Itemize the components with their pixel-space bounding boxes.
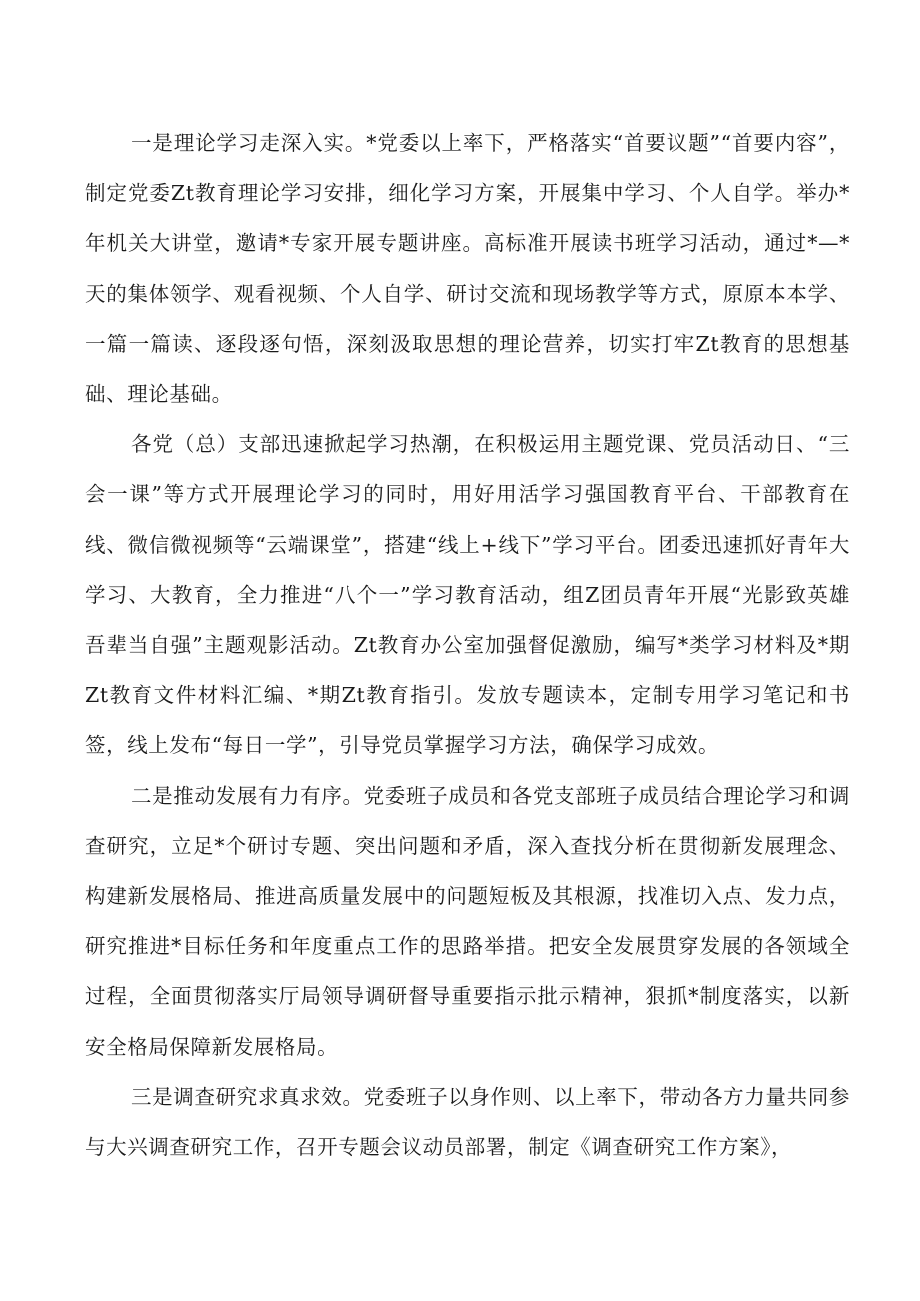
paragraph-branch-study: 各党（总）支部迅速掀起学习热潮，在积极运用主题党课、党员活动日、“三会一课”等方式开展理论学习的同时，用好用活学习强国教育平台、干部教育在线、微信微视频等“云端课堂”，搭建“线上+线下”学习平台。团委迅速抓好青年大学习、大教育，全力推进“八个一”学习教育活动，组Z团员青年开展“光影致英雄吾辈当自强”主题观影活动。Zt教育办公室加强督促激励，编写*类学习材料及*期Zt教育文件材料汇编、*期Zt教育指引。发放专题读本，定制专用学习笔记和书签，线上发布“每日一学”，引导党员掌握学习方法，确保学习成效。: [85, 432, 850, 758]
document-body: [85, 118, 850, 1172]
paragraph-investigation: 三是调查研究求真求效。党委班子以身作则、以上率下，带动各方力量共同参与大兴调查研究工作，召开专题会议动员部署，制定《调查研究工作方案》，: [85, 1084, 850, 1160]
paragraph-development: 二是推动发展有力有序。党委班子成员和各党支部班子成员结合理论学习和调查研究，立足*个研讨专题、突出问题和矛盾，深入查找分析在贯彻新发展理念、构建新发展格局、推进高质量发展中的问题短板及其根源，找准切入点、发力点，研究推进*目标任务和年度重点工作的思路举措。把安全发展贯穿发展的各领域全过程，全面贯彻落实厅局领导调研督导重要指示批示精神，狠抓*制度落实，以新安全格局保障新发展格局。: [85, 783, 850, 1059]
paragraph-theory-study: 一是理论学习走深入实。*党委以上率下，严格落实“首要议题”“首要内容”，制定党委Zt教育理论学习安排，细化学习方案，开展集中学习、个人自学。举办*年机关大讲堂，邀请*专家开展专题讲座。高标准开展读书班学习活动，通过*—*天的集体领学、观看视频、个人自学、研讨交流和现场教学等方式，原原本本学、一篇一篇读、逐段逐句悟，深刻汲取思想的理论营养，切实打牢Zt教育的思想基础、理论基础。: [85, 131, 850, 407]
